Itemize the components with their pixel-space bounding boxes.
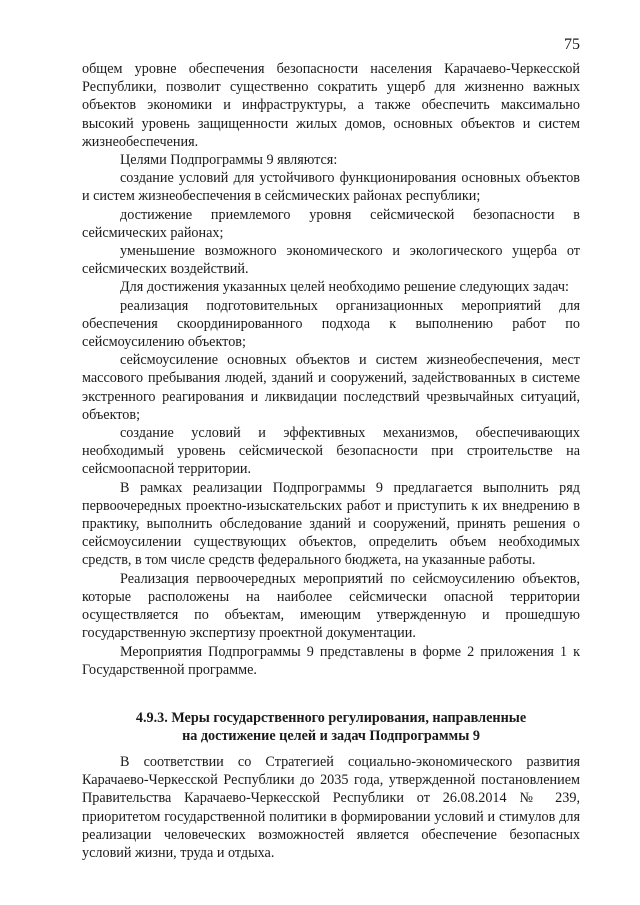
paragraph-task-2: сейсмоусиление основных объектов и систем жизнеобеспечения, мест массового пребывания людей, зданий и сооружений, задействованных в системе экстренного реагирования и ликвидации последствий чрезвычайных ситуаций, объектов; [82,352,580,423]
section-heading [82,709,580,745]
final-text [82,753,580,862]
paragraph-task-3: создание условий и эффективных механизмов, обеспечивающих необходимый уровень сейсмической безопасности при строительстве на сейсмоопасной территории. [82,425,580,478]
paragraph-priority-measures: Реализация первоочередных мероприятий по сейсмоусилению объектов, которые расположены на наиболее сейсмически опасной территории осуществляется по объектам, имеющим утвержденную и прошедшую государственную экспертизу проектной документации. [82,570,580,642]
paragraph-goal-3: уменьшение возможного экономического и экологического ущерба от сейсмических воздействий. [82,243,580,278]
paragraph-goal-1: создание условий для устойчивого функционирования основных объектов и систем жизнеобеспечения в сейсмических районах республики; [82,170,580,205]
paragraph-strategy: В соответствии со Стратегией социально-экономического развития Карачаево-Черкесской Республики до 2035 года, утвержденной постановлением Правительства Карачаево-Черкесской Республики от 26.08.2014 № 239, приоритетом государственной политики в формировании условий и стимулов для реализации человеческих возможностей является обеспечение безопасных условий жизни, труда и отдыха. [82,754,580,862]
section-heading-line-1: 4.9.3. Меры государственного регулирования, направленные [135,710,527,726]
paragraph-task-1: реализация подготовительных организационных мероприятий для обеспечения скоординированного подхода к выполнению работ по сейсмоусилению объектов; [82,297,580,351]
body-text [82,60,580,679]
paragraph-implementation: В рамках реализации Подпрограммы 9 предлагается выполнить ряд первоочередных проектно-изыскательских работ и приступить к их внедрению в практику, выполнить обследование зданий и сооружений, принять решения о сейсмоусилении существующих объектов, определить объем необходимых средств, в том числе средств федерального бюджета, на указанные работы. [82,479,580,569]
paragraph-goals-heading: Целями Подпрограммы 9 являются: [120,152,338,169]
page-number: 75 [564,36,580,53]
paragraph-goal-2: достижение приемлемого уровня сейсмической безопасности в сейсмических районах; [82,206,580,241]
paragraph-measures-form: Мероприятия Подпрограммы 9 представлены в форме 2 приложения 1 к Государственной программе. [82,643,580,678]
paragraph-tasks-heading: Для достижения указанных целей необходимо решение следующих задач: [120,279,569,296]
paragraph-intro: общем уровне обеспечения безопасности населения Карачаево-Черкесской Республики, позволит существенно сократить ущерб для жизненно важных объектов экономики и инфраструктуры, а также обеспечить максимально высокий уровень защищенности жилых домов, основных объектов и систем жизнеобеспечения. [82,61,580,150]
section-heading-line-2: на достижение целей и задач Подпрограммы 9 [182,728,480,745]
